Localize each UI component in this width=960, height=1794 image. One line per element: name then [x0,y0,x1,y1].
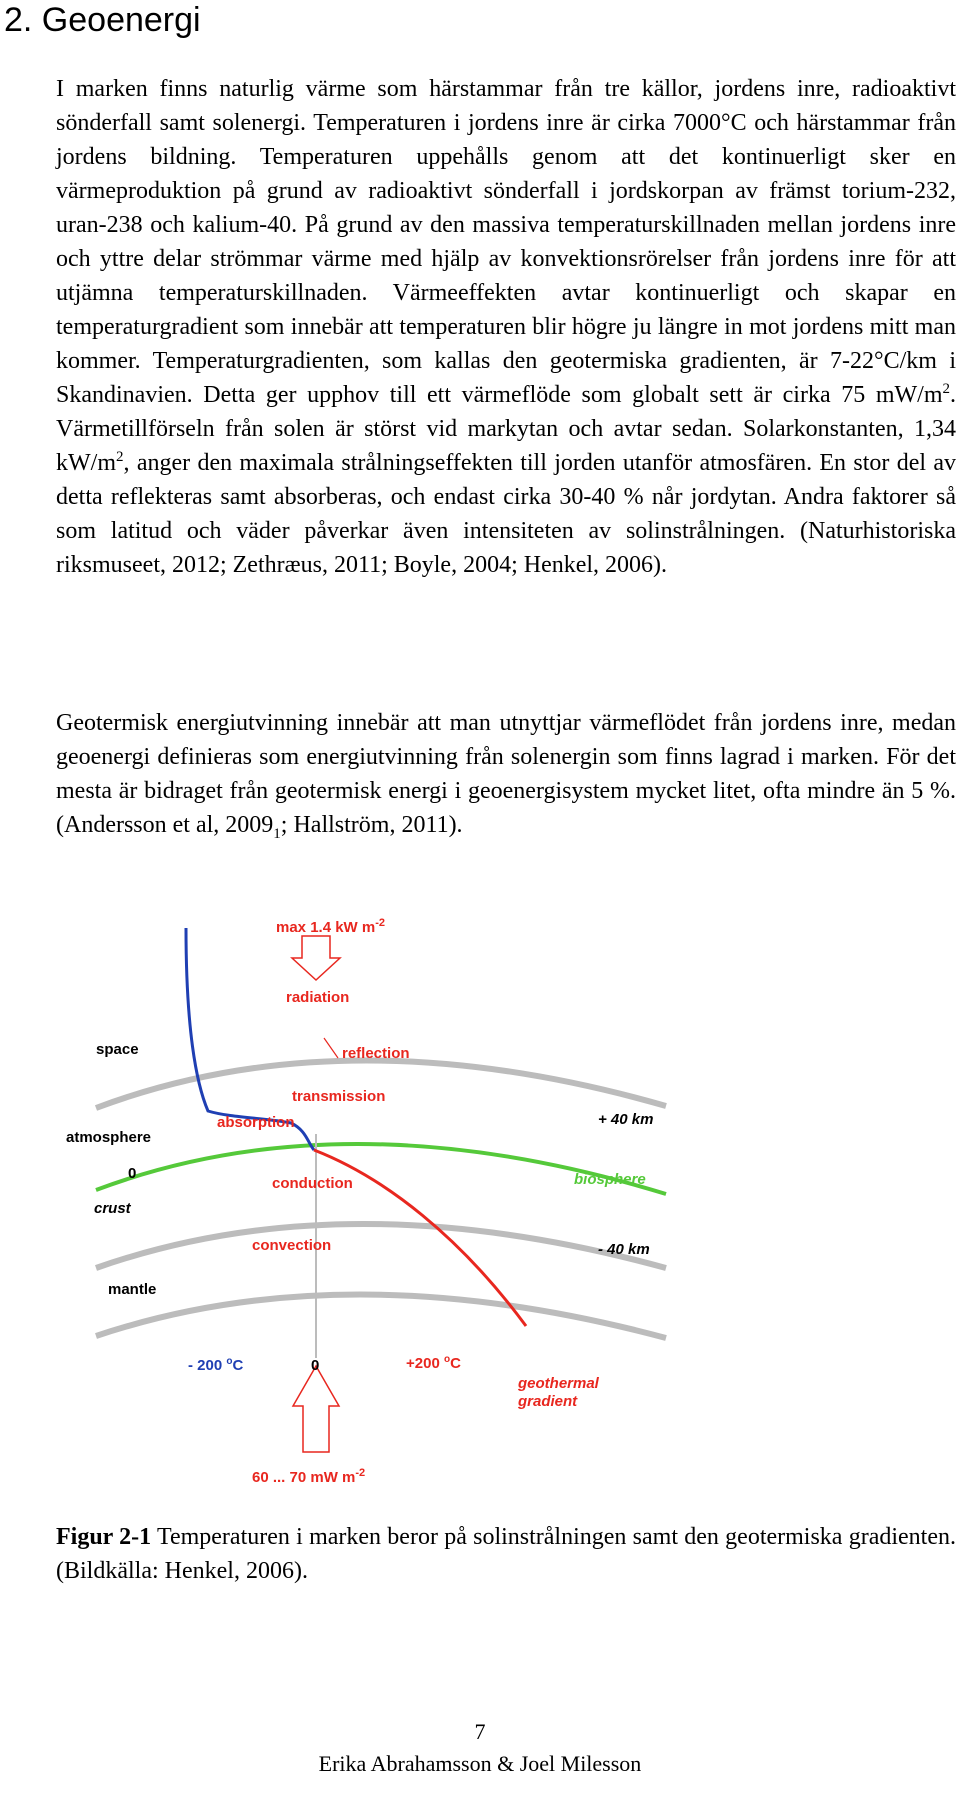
axis-plus-200-label: +200 $^o$C [406,1354,461,1372]
reflection-line [324,1038,338,1058]
crust-boundary-arc [96,1224,666,1268]
bottom-flux-label: 60 ... 70 mW $m^{-2}$ [252,1467,366,1486]
convection-label: convection [252,1237,332,1254]
radiation-label: radiation [286,989,350,1006]
absorption-label: absorption [217,1114,295,1131]
geoenergy-figure [56,918,696,1498]
axis-minus-200-label: - 200 $^o$C [188,1356,244,1374]
footer-authors: Erika Abrahamsson & Joel Milesson [318,1751,642,1776]
zero-level-label: 0 [128,1165,137,1182]
paragraph-2 [56,706,956,842]
paragraph-1 [56,72,956,582]
conduction-label: conduction [272,1175,353,1192]
transmission-label: transmission [292,1088,386,1105]
superscript-a: 2 [942,381,950,397]
biosphere-label: biosphere [574,1171,646,1188]
plus-40km-label: + 40 km [598,1111,654,1128]
radiation-arrow-icon [292,936,340,980]
paragraph-2-text-a: Geotermisk energiutvinning innebär att man utnyttjar värmeflödet från jordens inre, medan geoenergi definieras som energiutvinning från solenergin som finns lagrad i marken. För det mesta är bidraget från geotermisk energi i geoenergisystem mycket litet, ofta mindre än 5 %. (Andersson et al, 2009 [56,710,956,838]
paragraph-1-text-b: . Värmetillförseln från solen är störst vid markytan och avtar sedan. Solarkonstanten, 1,34 kW/m [56,382,956,476]
top-flux-label: max 1.4 kW $m^{-2}$ [276,918,385,936]
superscript-b: 2 [116,449,124,465]
geothermal-label-line1: geothermal [518,1375,599,1392]
paragraph-1-text-a: I marken finns naturlig värme som härstammar från tre källor, jordens inre, radioaktivt sönderfall samt solenergi. Temperaturen i jordens inre är cirka 7000°C och härstammar från jordens bildning. Temperaturen uppehålls genom att det kontinuerligt sker en värmeproduktion på grund av radioaktivt sönderfall i jordskorpan av främst torium-232, uran-238 och kalium-40. På grund av den massiva temperaturskillnaden mellan jordens inre och yttre delar strömmar värme med hjälp av konvektionsrörelser från jordens inre för att utjämna temperaturskillnaden. Värmeeffekten avtar kontinuerligt och skapar en temperaturgradient som innebär att temperaturen blir högre ju längre in mot jordens mitt man kommer. Temperaturgradienten, som kallas den geotermiska gradienten, är 7-22°C/km i Skandinavien. Detta ger upphov till ett värmeflöde som globalt sett är cirka 75 mW/m [56,76,956,408]
reflection-label: reflection [342,1045,410,1062]
crust-label: crust [94,1200,131,1217]
section-heading: 2. Geoenergi [4,1,201,39]
page-number: 7 [474,1719,486,1744]
minus-40km-label: - 40 km [598,1241,650,1258]
mantle-label: mantle [108,1281,157,1298]
paragraph-1-text-c: , anger den maximala strålningseffekten till jorden utanför atmosfären. En stor del av detta reflekteras samt absorberas, och endast cirka 30-40 % når jordytan. Andra faktorer så som latitud och väder påverkar även intensiteten av solinstrålningen. (Naturhistoriska riksmuseet, 2012; Zethræus, 2011; Boyle, 2004; Henkel, 2006). [56,450,956,578]
figure-diagram [56,918,696,1498]
subscript-a: 1 [273,825,281,842]
mantle-boundary-arc [96,1294,666,1338]
heat-flux-arrow-icon [293,1366,339,1452]
space-label: space [96,1041,139,1058]
atmosphere-label: atmosphere [66,1129,152,1146]
figure-caption-text: Temperaturen i marken beror på solinstrålningen samt den geotermiska gradienten. (Bildkälla: Henkel, 2006). [56,1524,957,1584]
axis-zero-label: 0 [311,1357,320,1374]
paragraph-2-text-b: ; Hallström, 2011). [280,812,463,838]
figure-caption [56,1520,956,1588]
geothermal-label-line2: gradient [518,1393,578,1410]
figure-caption-label: Figur 2-1 [56,1524,152,1550]
